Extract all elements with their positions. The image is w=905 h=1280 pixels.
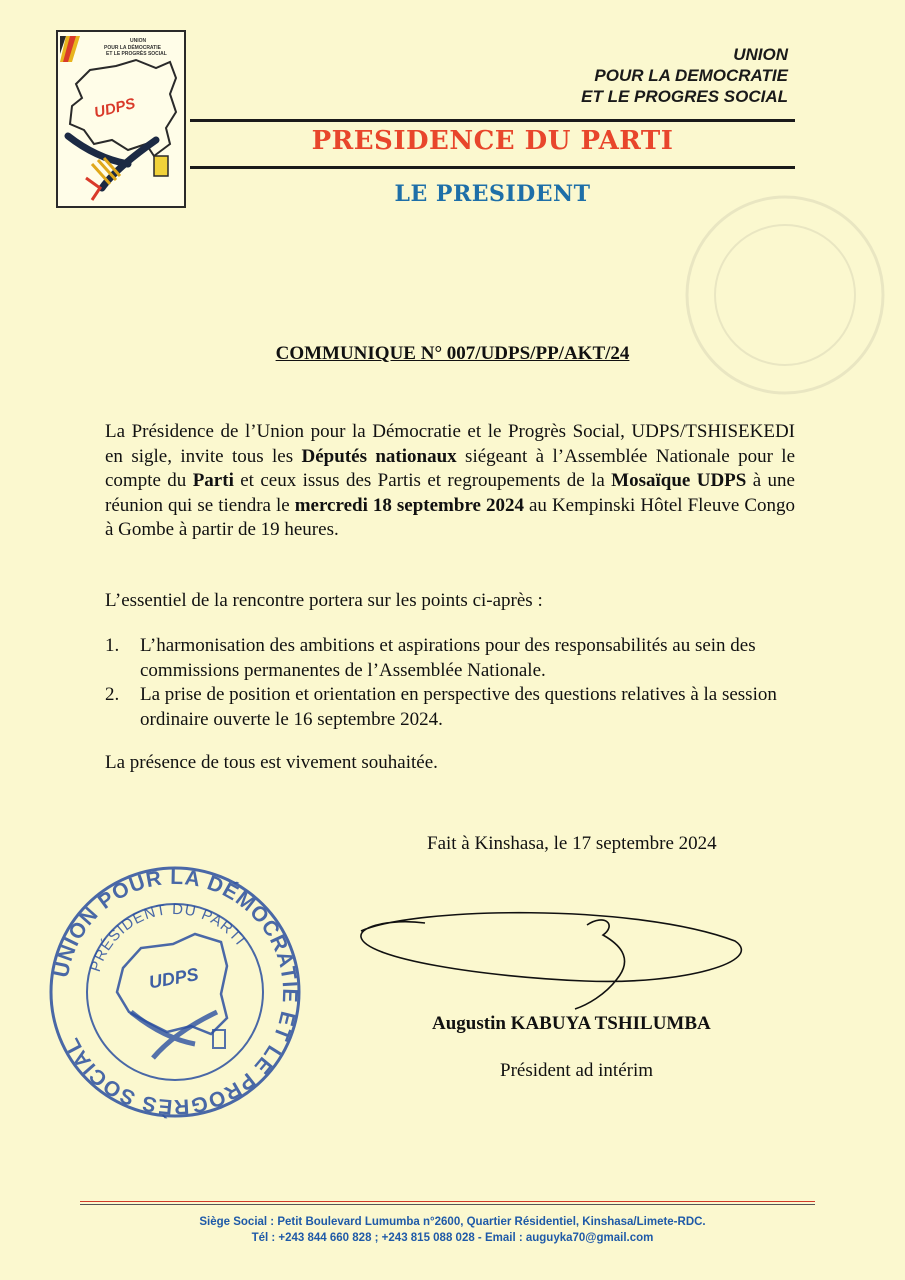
paragraph-text: siégeant à l’Assemblée Nationale pour le compte du xyxy=(105,445,796,491)
agenda-intro: L’essentiel de la rencontre portera sur les points ci-après : xyxy=(105,590,543,611)
footer-address: Siège Social : Petit Boulevard Lumumba n°2600, Quartier Résidentiel, Kinshasa/Limete-RDC. xyxy=(199,1216,706,1228)
svg-text:PRÉSIDENT DU PARTI xyxy=(87,901,249,974)
logo-caption-2: POUR LA DÉMOCRATIE xyxy=(104,45,161,51)
paragraph-text: La Présidence de l’Union pour la Démocratie et le Progrès Social, UDPS/TSHISEKEDI en sigle, invite tous les xyxy=(105,421,795,467)
signature-mark xyxy=(355,895,755,1015)
stamp-outer-text: UNION POUR LA DÉMOCRATIE ET LE PROGRÈS SOCIAL xyxy=(49,865,302,1119)
header-rule-top xyxy=(190,119,795,122)
paragraph-text: à une réunion qui se tiendra le xyxy=(105,470,795,516)
header-rule-bottom xyxy=(190,166,795,169)
paragraph-text: au Kempinski Hôtel Fleuve Congo à Gombe à partir de 19 heures. xyxy=(105,494,795,540)
faint-stamp-watermark xyxy=(680,190,890,400)
agenda-item xyxy=(105,683,805,732)
agenda-item xyxy=(105,634,805,683)
communique-title: COMMUNIQUE N° 007/UDPS/PP/AKT/24 xyxy=(275,343,630,364)
le-president-title: LE PRESIDENT xyxy=(394,181,591,207)
emphasized-text: Députés nationaux xyxy=(301,445,457,467)
organization-name xyxy=(581,44,788,107)
agenda-item-number: 1. xyxy=(105,635,120,656)
agenda-item-text: L’harmonisation des ambitions et aspirations pour des responsabilités au sein des commissions permanentes de l’Assemblée Nationale. xyxy=(140,635,756,681)
agenda-item-number: 2. xyxy=(105,684,120,705)
agenda-item-text: La prise de position et orientation en perspective des questions relatives à la session ordinaire ouverte le 16 septembre 2024. xyxy=(140,684,777,730)
signer-title: Président ad intérim xyxy=(500,1060,654,1081)
org-line-1: UNION xyxy=(733,45,788,64)
party-logo xyxy=(56,30,186,208)
footer-rule-red xyxy=(80,1201,815,1202)
logo-caption-3: ET LE PROGRÈS SOCIAL xyxy=(106,51,167,57)
org-line-2: POUR LA DEMOCRATIE xyxy=(594,66,788,85)
footer-rule-dark xyxy=(80,1204,815,1205)
emphasized-text: Mosaïque UDPS xyxy=(611,470,747,491)
agenda-list xyxy=(105,634,805,732)
emphasized-text: mercredi 18 septembre 2024 xyxy=(294,494,524,516)
udps-emblem-icon xyxy=(58,32,184,206)
stamp-inner-text: PRÉSIDENT DU PARTI xyxy=(86,900,249,974)
stamp-center-text: UDPS xyxy=(147,964,201,993)
paragraph-text: et ceux issus des Partis et regroupements de la xyxy=(233,470,612,491)
place-and-date: Fait à Kinshasa, le 17 septembre 2024 xyxy=(427,833,717,854)
logo-udps-text: UDPS xyxy=(92,94,138,122)
presidence-title: PRESIDENCE DU PARTI xyxy=(311,126,674,156)
logo-caption-1: UNION xyxy=(130,38,147,44)
org-line-3: ET LE PROGRES SOCIAL xyxy=(581,87,788,106)
closing-sentence: La présence de tous est vivement souhaitée. xyxy=(105,752,438,773)
signer-name: Augustin KABUYA TSHILUMBA xyxy=(432,1013,711,1034)
party-stamp xyxy=(45,862,305,1122)
invitation-paragraph xyxy=(105,420,795,543)
footer-contact: Tél : +243 844 660 828 ; +243 815 088 028 - Email : auguyka70@gmail.com xyxy=(251,1232,654,1244)
emphasized-text: Parti xyxy=(192,470,234,491)
